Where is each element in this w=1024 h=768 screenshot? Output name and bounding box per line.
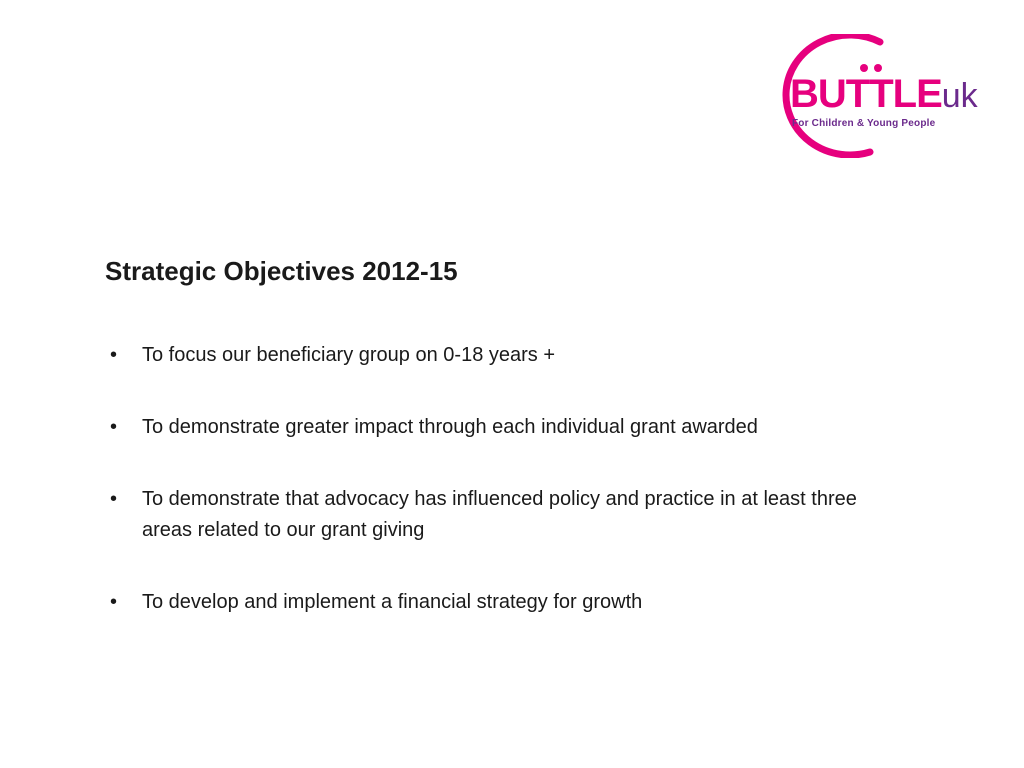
list-item bbox=[110, 587, 890, 618]
logo-wordmark bbox=[790, 74, 978, 116]
bullet-icon: • bbox=[110, 344, 118, 366]
list-item bbox=[110, 340, 890, 371]
logo-tagline: For Children & Young People bbox=[792, 118, 936, 129]
logo-word: BUTTLE bbox=[790, 72, 942, 116]
bullet-icon: • bbox=[110, 591, 118, 613]
slide-title: Strategic Objectives 2012-15 bbox=[105, 256, 458, 286]
bullet-icon: • bbox=[110, 488, 118, 510]
buttle-uk-logo bbox=[760, 34, 990, 158]
bullet-icon: • bbox=[110, 416, 118, 438]
list-item-text: To focus our beneficiary group on 0-18 years + bbox=[142, 344, 556, 366]
logo-suffix: uk bbox=[941, 77, 978, 115]
list-item bbox=[110, 484, 890, 546]
objectives-list bbox=[110, 340, 890, 659]
list-item-text: To demonstrate that advocacy has influenced policy and practice in at least three areas related to our grant giving bbox=[142, 488, 857, 541]
list-item-text: To develop and implement a financial strategy for growth bbox=[142, 591, 643, 613]
list-item bbox=[110, 412, 890, 443]
list-item-text: To demonstrate greater impact through each individual grant awarded bbox=[142, 416, 758, 438]
